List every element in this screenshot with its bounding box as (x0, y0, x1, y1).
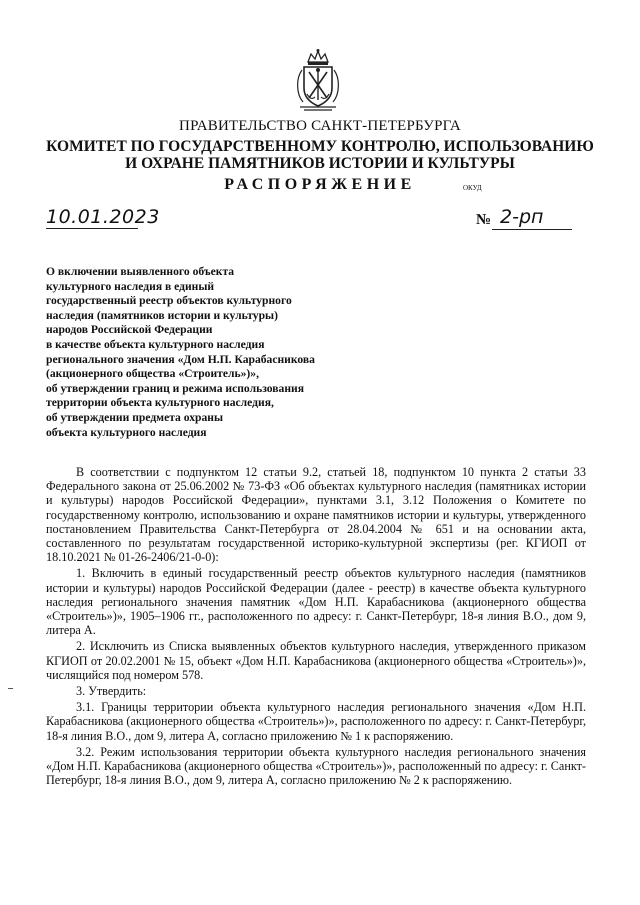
subject-line: народов Российской Федерации (46, 323, 213, 337)
government-title: ПРАВИТЕЛЬСТВО САНКТ-ПЕТЕРБУРГА (179, 118, 461, 134)
okud-code: ОКУД (463, 184, 482, 192)
subject-line: объекта культурного наследия (46, 425, 207, 439)
subject-line: наследия (памятников истории и культуры) (46, 308, 278, 322)
subject-line: в качестве объекта культурного наследия (46, 337, 265, 351)
subject-line: регионального значения «Дом Н.П. Карабасникова (46, 352, 315, 366)
number-underline (492, 229, 572, 230)
number-sign: № (476, 212, 492, 228)
subject-line: О включении выявленного объекта (46, 265, 235, 278)
document-subject (46, 265, 386, 440)
document-number: 2-рп (500, 206, 544, 228)
committee-line-2: И ОХРАНЕ ПАМЯТНИКОВ ИСТОРИИ И КУЛЬТУРЫ (125, 155, 515, 172)
clause-2-paragraph: 2. Исключить из Списка выявленных объектов культурного наследия, утвержденного приказом КГИОП от 20.02.2001 № 15, объект «Дом Н.П. Карабасникова (акционерного общества «Строитель»)», числящийся под номером 578. (46, 639, 586, 682)
committee-title (40, 138, 600, 172)
committee-line-1: КОМИТЕТ ПО ГОСУДАРСТВЕННОМУ КОНТРОЛЮ, ИСПОЛЬЗОВАНИЮ (46, 138, 594, 155)
subject-line: об утверждении границ и режима использования (46, 381, 304, 395)
clause-1-paragraph: 1. Включить в единый государственный реестр объектов культурного наследия (памятников истории и культуры) народов Российской Федерации (далее - реестр) в качестве объекта культурного наследия регионального значения памятник «Дом Н.П. Карабасникова (акционерного общества «Строитель»)», 1905–1906 гг., расположенного по адресу: г. Санкт-Петербург, 18-я линия В.О., дом 9, литера А. (46, 566, 586, 638)
clause-3-2-paragraph: 3.2. Режим использования территории объекта культурного наследия регионального значения «Дом Н.П. Карабасникова (акционерного общества «Строитель»)», расположенный по адресу: г. Санкт-Петербург, 18-я линия В.О., дом 9, литера А, согласно приложению № 2 к распоряжению. (46, 744, 586, 788)
document-type: РАСПОРЯЖЕНИЕ (224, 176, 416, 193)
subject-line: об утверждении предмета охраны (46, 410, 224, 424)
clause-3-1-paragraph: 3.1. Границы территории объекта культурного наследия регионального значения «Дом Н.П. Карабасникова (акционерного общества «Строитель»)», расположенного по адресу: г. Санкт-Петербург, 18-я линия В.О., дом 9, литера А, согласно приложению № 1 к распоряжению. (46, 700, 586, 743)
subject-line: культурного наследия в единый (46, 279, 215, 293)
date-underline (46, 228, 138, 229)
document-body (46, 465, 586, 789)
coat-of-arms-icon (294, 48, 342, 114)
margin-mark (8, 688, 13, 689)
clause-3-paragraph: 3. Утвердить: (76, 684, 147, 699)
preamble-paragraph: В соответствии с подпунктом 12 статьи 9.2, статьей 18, подпунктом 10 пункта 2 статьи 33 Федерального закона от 25.06.2002 № 73-ФЗ «Об объектах культурного наследия (памятниках истории и культуры) народов Российской Федерации», пунктами 3.1, 3.12 Положения о Комитете по государственному контролю, использованию и охране памятников истории и культуры, утвержденного постановлением Правительства Санкт-Петербурга от 28.04.2004 № 651 и на основании акта, составленного по результатам государственной историко-культурной экспертизы (рег. КГИОП от 18.10.2021 № 01-26-2406/21-0-0): (46, 465, 586, 565)
subject-line: (акционерного общества «Строитель»)», (46, 367, 259, 381)
subject-line: территории объекта культурного наследия, (46, 396, 274, 410)
document-date: 10.01.2023 (46, 206, 160, 228)
subject-line: государственный реестр объектов культурного (46, 294, 292, 308)
